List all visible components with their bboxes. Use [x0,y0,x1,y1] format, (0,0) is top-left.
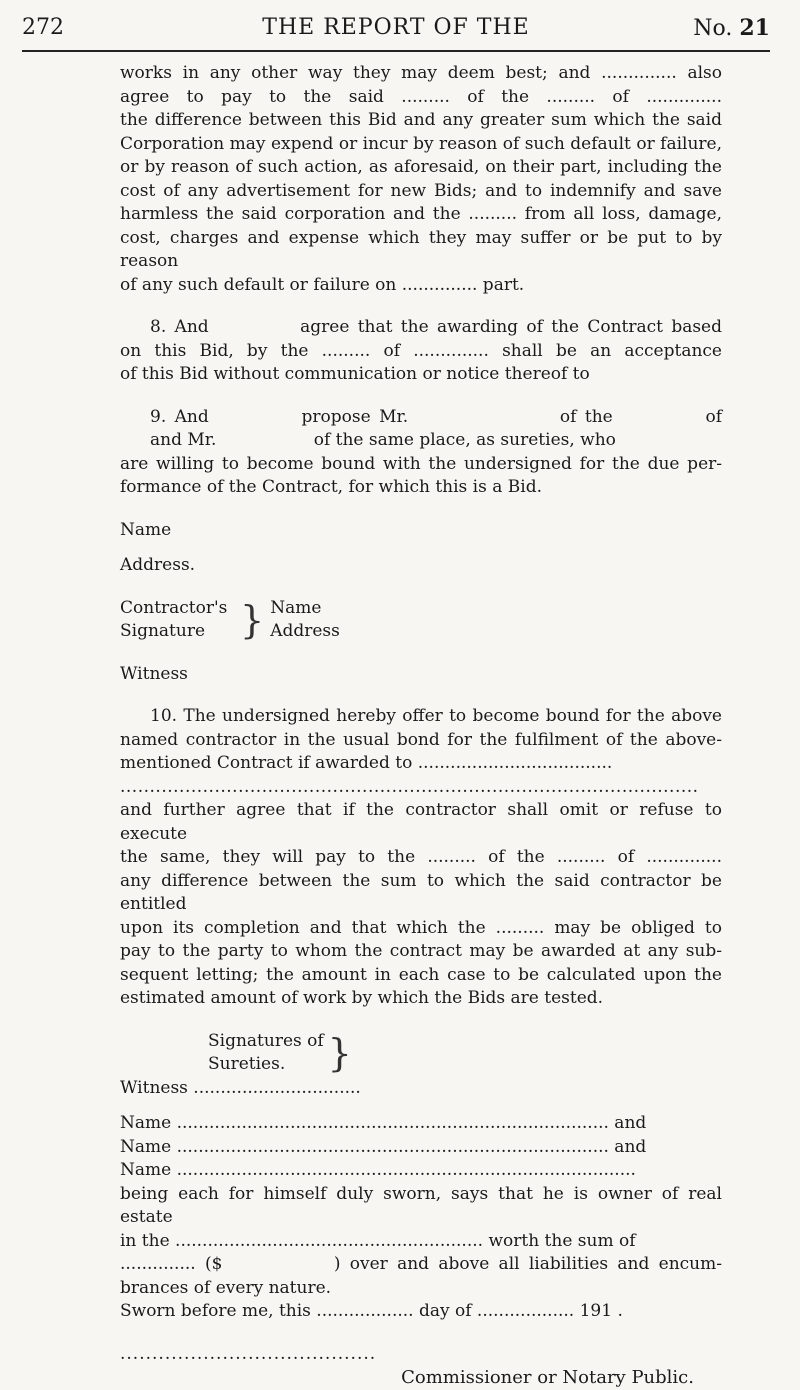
page-number: 272 [22,15,64,40]
text-line: estimated amount of work by which the Bids are tested. [120,988,604,1008]
text-line: in the ......................................................... worth the sum of [120,1230,636,1251]
text-line: Name ................................................................................ and [120,1113,647,1133]
text-line: being each for himself duly sworn, says that he is owner of real estate [120,1183,722,1227]
text-line: pay to the party to whom the contract may be awarded at any sub- [120,941,722,961]
issue-label: No. [693,16,733,41]
paragraph-8 [120,316,722,387]
header-rule [22,50,770,52]
affidavit-names [120,1112,722,1324]
document-body [120,62,722,1390]
sig-name-label: Name [270,597,322,618]
text-line: cost, charges and expense which they may suffer or be put to by reason [120,227,722,271]
text-line: are willing to become bound with the undersigned for the due per- [120,453,722,474]
text-line: 9. And propose Mr. of the of [150,406,722,427]
sureties-label: Sureties. [208,1054,286,1074]
text-line: 8. And agree that the awarding of the Contract based [150,317,722,337]
text-line: upon its completion and that which the ......... may be obliged to [120,917,722,938]
text-line: works in any other way they may deem best; and .............. also [120,63,722,83]
brace-icon: } [240,598,265,642]
text-line: the difference between this Bid and any greater sum which the said [120,110,722,130]
contractor-label: Contractor's [120,597,228,618]
contractor-signature-block [120,597,722,644]
brace-icon: } [327,1031,352,1075]
text-line: mentioned Contract if awarded to .................................... [120,753,613,773]
text-line: of this Bid without communication or notice thereof to [120,364,590,384]
text-line: .................................................................................................. [120,776,699,797]
issue-value: 21 [739,15,770,41]
sureties-signature-block [120,1030,722,1077]
commissioner-title: Commissioner or Notary Public. [401,1367,694,1388]
paragraph-10 [120,705,722,1011]
text-line: Sworn before me, this .................. day of .................. 191 . [120,1301,623,1321]
address-field-label: Address. [120,555,196,575]
text-line: formance of the Contract, for which this is a Bid. [120,477,542,497]
text-line: on this Bid, by the ......... of .............. shall be an acceptance [120,340,722,361]
witness-line [120,1077,722,1101]
text-line: Name ................................................................................ and [120,1136,647,1157]
paragraph-9 [120,406,722,500]
text-line: Corporation may expend or incur by reason of such default or failure, [120,133,722,154]
commissioner-signature-line: ........................................ [120,1343,377,1364]
witness-dots-line: Witness ............................... [120,1077,361,1098]
running-title: THE REPORT OF THE [262,15,530,40]
text-line: of any such default or failure on .............. part. [120,274,525,295]
contractor-name-address [270,597,340,644]
contractor-signature-labels [120,597,240,644]
text-line: or by reason of such action, as aforesaid, on their part, including the [120,157,722,177]
name-field-label: Name [120,519,172,540]
text-line: sequent letting; the amount in each case to be calculated upon the [120,964,722,985]
text-line: harmless the said corporation and the ......... from all loss, damage, [120,204,722,224]
text-line: the same, they will pay to the ......... of the ......... of .............. [120,847,722,867]
sig-address-label: Address [270,621,340,641]
text-line: agree to pay to the said ......... of the ......... of .............. [120,86,722,107]
text-line: brances of every nature. [120,1277,332,1298]
text-line: and Mr. of the same place, as sureties, who [150,430,616,450]
signatures-of-label: Signatures of [208,1030,324,1051]
text-line: and further agree that if the contractor shall omit or refuse to execute [120,800,722,844]
signature-label: Signature [120,621,206,641]
issue-number [693,8,770,49]
text-line: any difference between the sum to which the said contractor be entitled [120,870,722,914]
text-line: .............. ($ ) over and above all liabilities and encum- [120,1254,722,1274]
text-line: cost of any advertisement for new Bids; and to indemnify and save [120,180,722,201]
page-header [22,8,770,48]
witness-label: Witness [120,663,188,684]
text-line: Name ..................................................................................... [120,1160,636,1180]
paragraph-7-continued [120,62,722,297]
text-line: named contractor in the usual bond for the fulfilment of the above- [120,729,722,750]
sureties-labels [208,1030,324,1077]
text-line: 10. The undersigned hereby offer to become bound for the above [150,706,722,726]
